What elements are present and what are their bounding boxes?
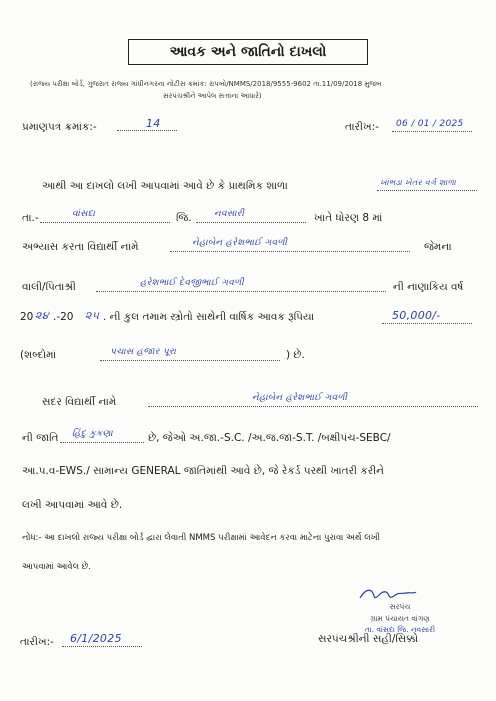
caste-label: ની જાતિ xyxy=(22,432,59,444)
taluka-value: વાંસદા xyxy=(72,209,96,219)
document-title: આવક અને જાતિનો દાખલો xyxy=(128,39,368,65)
caste-line1: છે, જેઓ અ.જા.-S.C. /અ.જ.જા-S.T. /બક્ષીપંચ-SEBC/ xyxy=(148,432,391,444)
caste-line3: લખી આપવામાં આવે છે. xyxy=(22,499,123,511)
bottom-date-line xyxy=(62,646,142,647)
taluka-line xyxy=(40,222,170,223)
district-value: નવસારી xyxy=(214,209,245,219)
date-value: 06 / 01 / 2025 xyxy=(396,119,464,129)
signature-label: સરપંચશ્રીની સહી/સિક્કો xyxy=(318,633,419,645)
income-line xyxy=(382,323,472,324)
note-line2: આપવામાં આવેલ છે. xyxy=(22,562,92,572)
guardian-name: હરેશભાઈ દેવજીભાઈ ગવળી xyxy=(140,278,245,288)
stamp-line3: તા. વાંસદા જિ. નવસારી xyxy=(364,625,436,634)
caste-line2: આ.પ.વ-EWS./ સામાન્ય GENERAL જાતિમાંથી આવે છે, જે રેકર્ડ પરથી ખાતરી કરીને xyxy=(22,465,385,477)
student-name: નેહાબેન હરેશભાઈ ગવળી xyxy=(192,238,288,248)
std-text: ખાતે ધોરણ 8 માં xyxy=(314,212,383,224)
signature-icon xyxy=(358,584,418,604)
guardian-line xyxy=(96,291,386,292)
stamp-line2: ગ્રામ પંચાયત વાંગણ xyxy=(370,614,430,623)
district-line xyxy=(196,222,306,223)
year-mid: .-20 xyxy=(53,311,74,323)
date-label: તારીખ:- xyxy=(345,121,379,133)
subtitle-line1: (રાજ્ય પરીક્ષા બોર્ડ, ગુજરાત રાજ્ય ગાંધીનગરના નોટીસ ક્રમાંક: રાપબો/NMMS/2018/9555-9602 તા.11/09/2018 મુજબ xyxy=(30,80,382,88)
subtitle-line2: સરપંચશ્રીને આપેલ સત્તાના આધારે) xyxy=(163,92,262,100)
fy-text: ની નાણાકિય વર્ષ xyxy=(393,281,464,293)
taluka-label: તા.- xyxy=(22,212,39,224)
p2-name: નેહાબેન હરેશભાઈ ગવળી xyxy=(252,393,348,403)
student-line xyxy=(170,251,410,252)
note-line1: નોંધ:- આ દાખલો રાજ્ય પરીક્ષા બોર્ડ દ્વારા લેવાતી NMMS પરીક્ષામાં આવેદન કરવા માટેના પુરાવા અર્થે લખી xyxy=(22,533,381,543)
guardian-label: વાલી/પિતાશ્રી xyxy=(22,281,76,293)
district-label: જિ. xyxy=(176,212,192,224)
p2-name-line xyxy=(148,406,478,407)
p1-text: આથી આ દાખલો લખી આપવામાં આવે છે કે પ્રાથમિક શાળા xyxy=(42,180,288,192)
p2-label: સદર વિદ્યાર્થી નામે xyxy=(42,396,117,408)
year-prefix: 20 xyxy=(20,311,34,323)
cert-no-label: પ્રમાણપત્ર ક્રમાંક:- xyxy=(22,121,97,133)
income-amount: 50,000/- xyxy=(392,309,441,322)
caste-line xyxy=(60,442,144,443)
income-text: . ની કુલ તમામ સ્ત્રોતો સાથેની વાર્ષિક આવક રૂપિયા xyxy=(103,311,315,323)
cert-no-value: 14 xyxy=(146,117,161,130)
words-label: (શબ્દોમાં xyxy=(20,349,57,361)
income-words: પચાસ હજાર પૂરા xyxy=(110,347,177,357)
stamp-line1: સરપંચ xyxy=(389,602,411,611)
date-line xyxy=(392,131,472,132)
income-words-line xyxy=(100,360,280,361)
bottom-date-label: તારીખ:- xyxy=(20,636,54,648)
caste-value: હિંદુ કુકણા xyxy=(72,429,113,439)
words-close: ) છે. xyxy=(286,349,305,361)
bottom-date-value: 6/1/2025 xyxy=(70,632,122,645)
school-line xyxy=(377,190,477,191)
year-from: ૨૪ xyxy=(35,309,49,322)
cert-no-line xyxy=(117,130,177,131)
school-name: ખાંભડા ખેતર વર્ગ શાળા xyxy=(380,178,456,187)
year-to: ૨૫ xyxy=(85,309,100,322)
student-label: અભ્યાસ કરતા વિદ્યાર્થી નામે xyxy=(22,241,139,253)
whose-text: જેમના xyxy=(424,241,452,253)
